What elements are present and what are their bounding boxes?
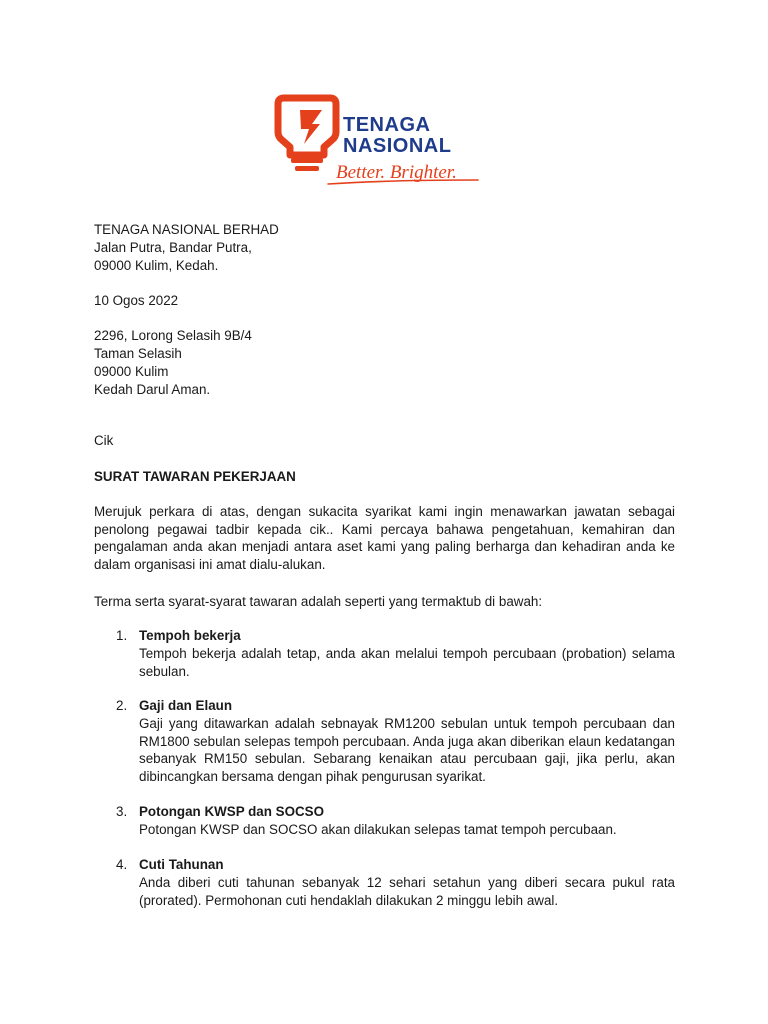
letter-date: 10 Ogos 2022 bbox=[94, 293, 179, 308]
term-title: Cuti Tahunan bbox=[139, 857, 224, 872]
logo-brand-line2: NASIONAL bbox=[343, 135, 452, 157]
recipient-line2: Taman Selasih bbox=[94, 346, 182, 361]
sender-address-line2: 09000 Kulim, Kedah. bbox=[94, 258, 219, 273]
sender-address-line1: Jalan Putra, Bandar Putra, bbox=[94, 240, 252, 255]
recipient-line1: 2296, Lorong Selasih 9B/4 bbox=[94, 328, 252, 343]
term-title: Tempoh bekerja bbox=[139, 628, 241, 643]
term-number: 2. bbox=[116, 698, 128, 713]
recipient-line3: 09000 Kulim bbox=[94, 364, 169, 379]
term-number: 4. bbox=[116, 857, 128, 872]
term-title: Gaji dan Elaun bbox=[139, 698, 233, 713]
letter-subject: SURAT TAWARAN PEKERJAAN bbox=[94, 469, 296, 484]
terms-intro: Terma serta syarat-syarat tawaran adalah seperti yang termaktub di bawah: bbox=[94, 594, 543, 609]
recipient-line4: Kedah Darul Aman. bbox=[94, 382, 211, 397]
term-body: Potongan KWSP dan SOCSO akan dilakukan selepas tamat tempoh percubaan. bbox=[139, 822, 617, 837]
lightbulb-bolt-icon bbox=[278, 98, 336, 171]
term-body: Gaji yang ditawarkan adalah sebnayak RM1200 sebulan untuk tempoh percubaan dan RM1800 sebulan selepas tempoh percubaan. Anda juga akan diberikan elaun kedatangan sebanyak RM150 sebulan. Sebarang kenaikan atau percubaan gaji, jika perlu, akan dibincangkan bersama dengan pihak pengurusan syarikat. bbox=[139, 716, 675, 784]
logo-brand-line1: TENAGA bbox=[343, 114, 431, 136]
term-title: Potongan KWSP dan SOCSO bbox=[139, 804, 324, 819]
logo-tagline: Better. Brighter. bbox=[336, 162, 457, 183]
salutation: Cik bbox=[94, 433, 114, 448]
intro-paragraph: Merujuk perkara di atas, dengan sukacita syarikat kami ingin menawarkan jawatan sebagai penolong pegawai tadbir kepada cik.. Kami percaya bahawa pengetahuan, kemahiran dan pengalaman anda akan menjadi antara aset kami yang paling berharga dan kehadiran anda ke dalam organisasi ini amat dialu-alukan. bbox=[94, 504, 675, 572]
term-body: Anda diberi cuti tahunan sebanyak 12 sehari setahun yang diberi secara pukul rata (prorated). Permohonan cuti hendaklah dilakukan 2 minggu lebih awal. bbox=[139, 875, 675, 908]
sender-company: TENAGA NASIONAL BERHAD bbox=[94, 222, 279, 237]
term-number: 1. bbox=[116, 628, 128, 643]
term-body: Tempoh bekerja adalah tetap, anda akan melalui tempoh percubaan (probation) selama sebulan. bbox=[139, 646, 675, 679]
term-number: 3. bbox=[116, 804, 128, 819]
tenaga-nasional-logo bbox=[240, 84, 520, 204]
